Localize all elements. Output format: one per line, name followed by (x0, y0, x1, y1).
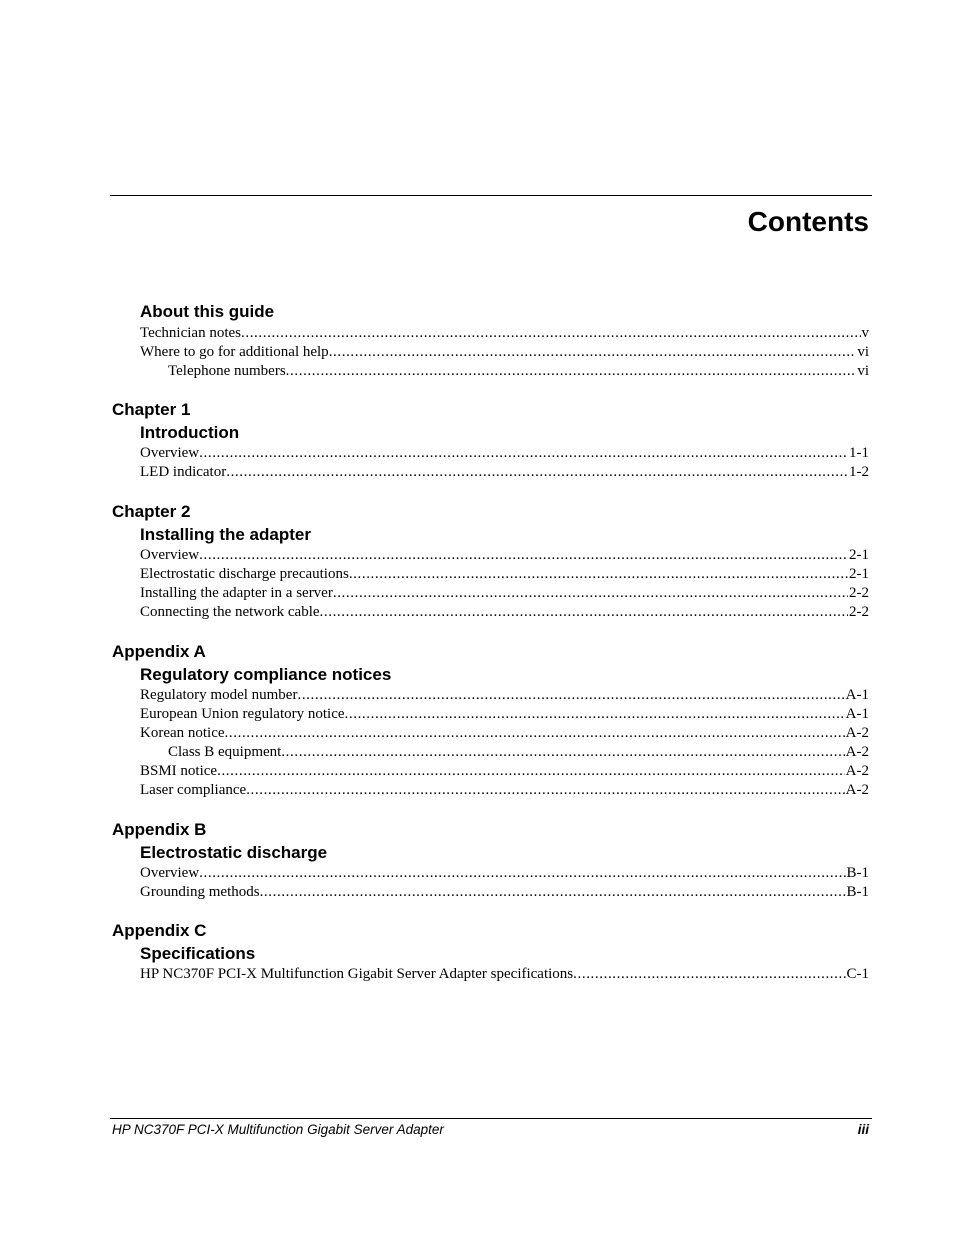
toc-entry[interactable] (140, 965, 869, 984)
footer-page-number: iii (857, 1122, 869, 1137)
toc-entry[interactable] (140, 762, 869, 781)
toc-entry-text: HP NC370F PCI-X Multifunction Gigabit Server Adapter specifications (140, 966, 574, 982)
toc-entry-text: Overview (140, 547, 200, 563)
toc-entry-text: Regulatory model number (140, 687, 298, 703)
toc-entry-page: A-2 (845, 725, 869, 741)
top-rule (110, 195, 872, 196)
toc-entry[interactable] (140, 883, 869, 902)
toc-entry-text: Overview (140, 445, 200, 461)
toc-entry-text: LED indicator (140, 464, 227, 480)
toc-entry[interactable] (140, 724, 869, 743)
toc-entry-page: A-2 (845, 782, 869, 798)
toc-entry[interactable] (140, 781, 869, 800)
leader-dots (226, 463, 848, 482)
toc-entry-page: A-1 (845, 687, 869, 703)
leader-dots (281, 743, 844, 762)
toc-entry-page: A-2 (845, 744, 869, 760)
toc-entry[interactable] (140, 705, 869, 724)
toc-entry[interactable] (140, 603, 869, 622)
toc-entry-page: 2-2 (849, 585, 869, 601)
toc-entry-page: 2-1 (849, 547, 869, 563)
leader-dots (345, 705, 845, 724)
page-title: Contents (747, 206, 869, 237)
toc-entry-text: BSMI notice (140, 763, 218, 779)
toc-entry-text: Korean notice (140, 725, 225, 741)
toc-entry[interactable] (140, 463, 869, 482)
chapter-label: Appendix B (112, 820, 207, 839)
leader-dots (333, 584, 848, 603)
toc-entry-text: Technician notes (140, 325, 241, 341)
toc-entry-text: Class B equipment (168, 744, 282, 760)
toc-entry-page: B-1 (846, 865, 869, 881)
toc-entry[interactable] (140, 686, 869, 705)
leader-dots (260, 883, 846, 902)
leader-dots (199, 864, 845, 883)
footer-product-name: HP NC370F PCI-X Multifunction Gigabit Server Adapter (112, 1122, 444, 1137)
leader-dots (217, 762, 845, 781)
leader-dots (199, 444, 848, 463)
toc-entry[interactable] (140, 565, 869, 584)
section-title: Electrostatic discharge (140, 843, 328, 862)
toc-entry-page: vi (857, 344, 869, 360)
toc-entry[interactable] (140, 584, 869, 603)
toc-entry-text: Laser compliance (140, 782, 247, 798)
leader-dots (225, 724, 845, 743)
chapter-label: Chapter 1 (112, 400, 191, 419)
leader-dots (199, 546, 848, 565)
leader-dots (297, 686, 844, 705)
toc-entry-page: A-2 (845, 763, 869, 779)
leader-dots (320, 603, 848, 622)
chapter-label: Appendix C (112, 921, 207, 940)
toc-entry-text: Where to go for additional help (140, 344, 329, 360)
leader-dots (246, 781, 844, 800)
toc-entry-text: Connecting the network cable (140, 604, 320, 620)
chapter-label: Appendix A (112, 642, 206, 661)
footer-rule (110, 1118, 872, 1119)
leader-dots (241, 324, 861, 343)
toc-entry-page: 1-1 (849, 445, 869, 461)
section-title: Installing the adapter (140, 525, 311, 544)
toc-entry[interactable] (140, 324, 869, 343)
toc-subentry[interactable] (168, 362, 869, 381)
toc-entry-page: A-1 (845, 706, 869, 722)
toc-entry[interactable] (140, 546, 869, 565)
toc-entry-page: v (861, 325, 869, 341)
toc-entry[interactable] (140, 864, 869, 883)
toc-entry-page: 2-1 (849, 566, 869, 582)
toc-subentry[interactable] (168, 743, 869, 762)
toc-entry[interactable] (140, 444, 869, 463)
leader-dots (573, 965, 845, 984)
toc-entry-page: 1-2 (849, 464, 869, 480)
chapter-label: Chapter 2 (112, 502, 191, 521)
toc-entry-page: C-1 (846, 966, 869, 982)
section-title: Specifications (140, 944, 256, 963)
leader-dots (349, 565, 848, 584)
section-title: Introduction (140, 423, 240, 442)
toc-entry[interactable] (140, 343, 869, 362)
leader-dots (286, 362, 857, 381)
toc-entry-page: vi (857, 363, 869, 379)
toc-entry-text: Telephone numbers (168, 363, 286, 379)
toc-entry-text: European Union regulatory notice (140, 706, 345, 722)
leader-dots (329, 343, 857, 362)
section-title: Regulatory compliance notices (140, 665, 392, 684)
section-title: About this guide (140, 302, 275, 321)
toc-entry-text: Electrostatic discharge precautions (140, 566, 349, 582)
toc-entry-text: Installing the adapter in a server (140, 585, 333, 601)
toc-entry-text: Overview (140, 865, 200, 881)
toc-entry-text: Grounding methods (140, 884, 260, 900)
toc-entry-page: B-1 (846, 884, 869, 900)
toc-entry-page: 2-2 (849, 604, 869, 620)
